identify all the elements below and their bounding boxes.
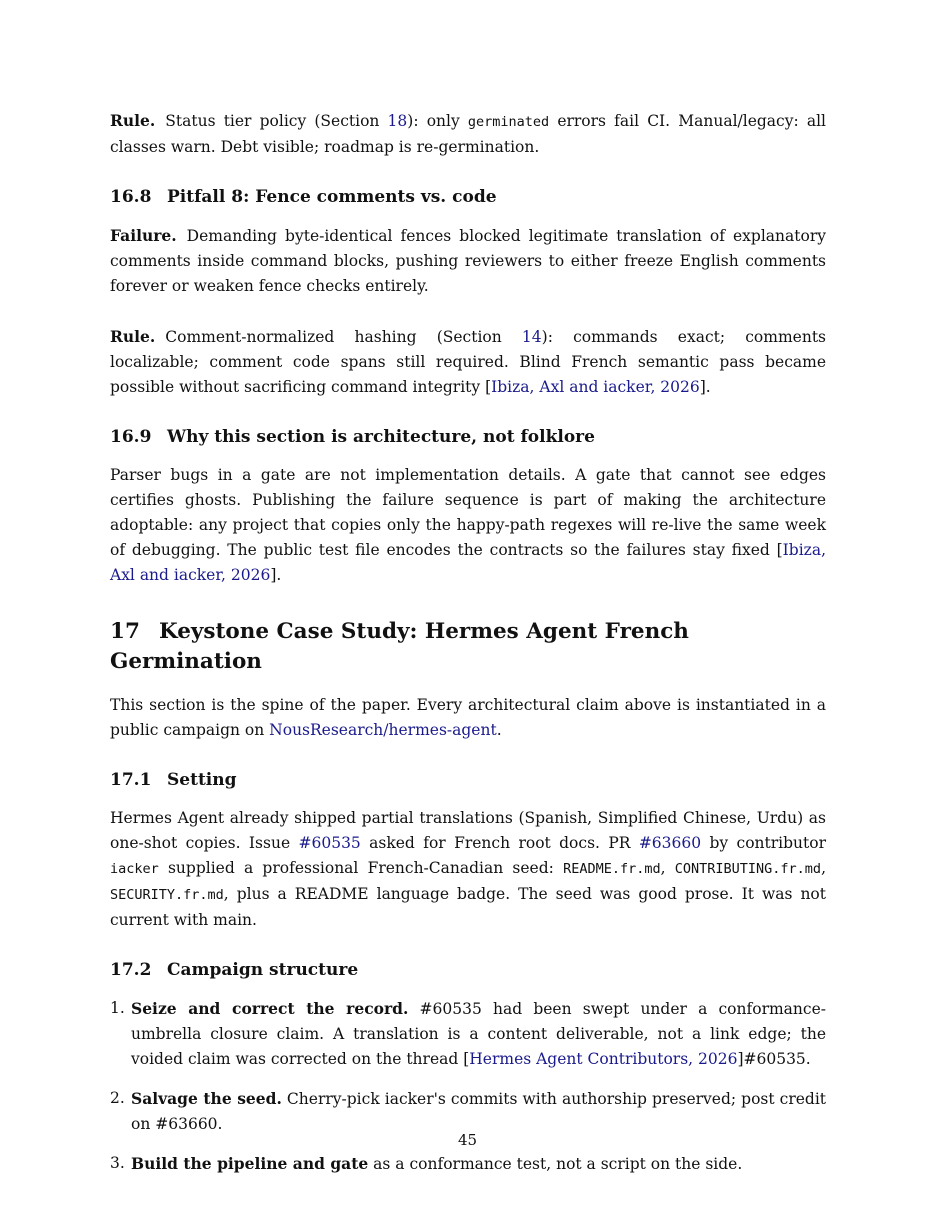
section-heading-17-1: 17.1 Setting <box>110 770 237 790</box>
inline-code-user: iacker <box>110 861 159 877</box>
citation-link[interactable]: Hermes Agent Contributors, 2026 <box>469 1050 738 1068</box>
list-item: 1. Seize and correct the record. #60535 had been swept under a conformance-umbrella closure claim. A translation is a content deliverable, not a link edge; the voided claim was corrected on the thread [Hermes Agent Contributors, 2026]#60535. <box>110 996 826 1072</box>
repo-link[interactable]: NousResearch/hermes-agent <box>269 721 497 739</box>
setting-paragraph: Hermes Agent already shipped partial translations (Spanish, Simplified Chinese, Urdu) as one-shot copies. Issue #60535 asked for French root docs. PR #63660 by contributor iacker supplied a professional French-Canadian seed: README.fr.md, CONTRIBUTING.fr.md, SECURITY.fr.md, plus a README language badge. The seed was good prose. It was not current with main. <box>110 809 827 929</box>
rule-label: Rule. <box>110 327 156 346</box>
inline-code-file: CONTRIBUTING.fr.md <box>674 861 822 877</box>
list-item: 3. Build the pipeline and gate as a conformance test, not a script on the side. <box>110 1151 826 1177</box>
section-ref-14[interactable]: 14 <box>521 328 542 346</box>
failure-paragraph: Failure. Demanding byte-identical fences blocked legitimate translation of explanatory comments inside command blocks, pushing reviewers to either freeze English comments forever or weaken fence checks entirely. <box>110 226 826 295</box>
section-heading-16-8: 16.8 Pitfall 8: Fence comments vs. code <box>110 187 497 207</box>
list-marker: 1. <box>110 999 125 1017</box>
failure-label: Failure. <box>110 226 177 245</box>
architecture-paragraph: Parser bugs in a gate are not implementation details. A gate that cannot see edges certifies ghosts. Publishing the failure sequence is part of making the architecture adoptable: any project that copies only the happy-path regexes will re-live the same week of debugging. The public test file encodes the contracts so the failures stay fixed [Ibiza, Axl and iacker, 2026]. <box>110 466 826 584</box>
inline-code-file: SECURITY.fr.md <box>110 887 224 903</box>
rule-fence-paragraph: Rule. Comment-normalized hashing (Section 14): commands exact; comments localizable; comment code spans still required. Blind French semantic pass became possible without sacrificing command integrity [Ibiza, Axl and iacker, 2026]. <box>110 327 826 396</box>
rule-status-paragraph: Rule. Status tier policy (Section 18): only germinated errors fail CI. Manual/legacy: all classes warn. Debt visible; roadmap is re-germination. <box>110 111 827 156</box>
issue-link[interactable]: #60535 <box>298 834 361 852</box>
list-marker: 3. <box>110 1154 125 1172</box>
page-number: 45 <box>457 1131 478 1149</box>
campaign-list <box>110 996 826 1177</box>
list-marker: 2. <box>110 1089 125 1107</box>
section-heading-17-2: 17.2 Campaign structure <box>110 960 359 980</box>
pr-link[interactable]: #63660 <box>638 834 702 852</box>
section-heading-16-9: 16.9 Why this section is architecture, not folklore <box>110 427 595 447</box>
inline-code-file: README.fr.md <box>563 861 661 877</box>
inline-code-germinated: germinated <box>467 114 550 130</box>
citation-link[interactable]: Ibiza, Axl and iacker, 2026 <box>110 541 826 584</box>
list-item: 2. Salvage the seed. Cherry-pick iacker's commits with authorship preserved; post credit on #63660. <box>110 1086 826 1137</box>
citation-link[interactable]: Ibiza, Axl and iacker, 2026 <box>491 378 700 396</box>
spine-paragraph: This section is the spine of the paper. Every architectural claim above is instantiated in a public campaign on NousResearch/hermes-agent. <box>110 696 826 739</box>
page-content <box>110 108 826 1191</box>
section-heading-17: 17 Keystone Case Study: Hermes Agent French Germination <box>110 619 689 674</box>
section-ref-18[interactable]: 18 <box>387 112 408 130</box>
rule-label: Rule. <box>110 111 156 130</box>
